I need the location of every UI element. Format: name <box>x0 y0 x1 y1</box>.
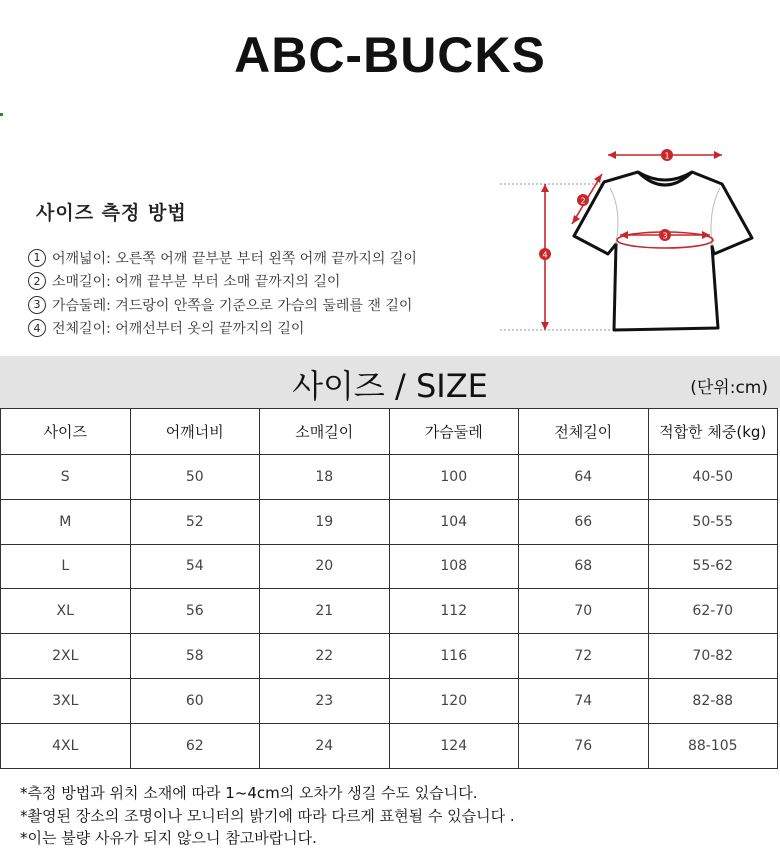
marker-2: 2 <box>580 196 586 206</box>
cell-shoulder: 52 <box>130 499 260 544</box>
cell-chest: 100 <box>389 455 519 500</box>
cell-weight: 50-55 <box>648 499 778 544</box>
cell-length: 70 <box>519 589 649 634</box>
table-row <box>1 544 778 589</box>
unit-label: (단위:cm) <box>690 378 768 398</box>
step-text: 어깨넓이: 오른쪽 어깨 끝부분 부터 왼쪽 어깨 끝까지의 길이 <box>52 250 417 267</box>
cell-sleeve: 22 <box>260 634 390 679</box>
column-header-chest: 가슴둘레 <box>389 409 519 455</box>
cell-weight: 62-70 <box>648 589 778 634</box>
cell-weight: 40-50 <box>648 455 778 500</box>
marker-3: 3 <box>662 231 668 241</box>
cell-weight: 55-62 <box>648 544 778 589</box>
cell-sleeve: 18 <box>260 455 390 500</box>
brand-title: ABC-BUCKS <box>234 27 546 83</box>
cell-shoulder: 54 <box>130 544 260 589</box>
measure-steps <box>28 246 417 340</box>
column-header-shoulder: 어깨너비 <box>130 409 260 455</box>
size-table <box>0 408 778 769</box>
step-number: 3 <box>28 296 46 314</box>
table-row <box>1 723 778 768</box>
cell-chest: 116 <box>389 634 519 679</box>
step-number: 1 <box>28 249 46 267</box>
cell-sleeve: 24 <box>260 723 390 768</box>
step-number: 2 <box>28 272 46 290</box>
cell-size: XL <box>1 589 131 634</box>
note-lighting: *촬영된 장소의 조명이나 모니터의 밝기에 따라 다르게 표현될 수 있습니다 . <box>20 806 515 825</box>
notes <box>20 782 515 850</box>
table-row <box>1 499 778 544</box>
tshirt-outline <box>574 172 752 330</box>
corner-mark <box>0 113 3 116</box>
cell-size: S <box>1 455 131 500</box>
measure-step-shoulder <box>28 246 417 270</box>
cell-chest: 104 <box>389 499 519 544</box>
cell-weight: 82-88 <box>648 678 778 723</box>
cell-length: 68 <box>519 544 649 589</box>
cell-shoulder: 58 <box>130 634 260 679</box>
cell-length: 66 <box>519 499 649 544</box>
measure-step-length <box>28 317 417 341</box>
note-disclaimer: *이는 불량 사유가 되지 않으니 참고바랍니다. <box>20 829 317 847</box>
cell-length: 72 <box>519 634 649 679</box>
cell-size: L <box>1 544 131 589</box>
step-text: 가슴둘레: 겨드랑이 안쪽을 기준으로 가슴의 둘레를 잰 길이 <box>52 297 413 314</box>
cell-shoulder: 50 <box>130 455 260 500</box>
cell-length: 64 <box>519 455 649 500</box>
column-header-size: 사이즈 <box>1 409 131 455</box>
cell-chest: 112 <box>389 589 519 634</box>
column-header-sleeve: 소매길이 <box>260 409 390 455</box>
cell-shoulder: 62 <box>130 723 260 768</box>
tshirt-diagram <box>490 140 770 340</box>
cell-length: 76 <box>519 723 649 768</box>
cell-weight: 88-105 <box>648 723 778 768</box>
measure-step-chest <box>28 293 417 317</box>
cell-shoulder: 56 <box>130 589 260 634</box>
marker-1: 1 <box>664 151 670 161</box>
cell-size: 3XL <box>1 678 131 723</box>
column-header-length: 전체길이 <box>519 409 649 455</box>
cell-chest: 124 <box>389 723 519 768</box>
cell-size: 2XL <box>1 634 131 679</box>
cell-sleeve: 20 <box>260 544 390 589</box>
step-text: 소매길이: 어깨 끝부분 부터 소매 끝까지의 길이 <box>52 274 341 291</box>
cell-chest: 120 <box>389 678 519 723</box>
step-text: 전체길이: 어깨선부터 옷의 끝까지의 길이 <box>52 321 305 338</box>
size-banner-title: 사이즈 / SIZE <box>292 367 488 405</box>
measure-step-sleeve <box>28 270 417 294</box>
step-number: 4 <box>28 319 46 337</box>
cell-weight: 70-82 <box>648 634 778 679</box>
note-tolerance: *측정 방법과 위치 소재에 따라 1~4cm의 오차가 생길 수도 있습니다. <box>20 784 478 802</box>
marker-4: 4 <box>542 250 548 260</box>
column-header-weight: 적합한 체중(kg) <box>648 409 778 455</box>
measure-title: 사이즈 측정 방법 <box>36 202 187 224</box>
cell-sleeve: 23 <box>260 678 390 723</box>
cell-size: 4XL <box>1 723 131 768</box>
table-row <box>1 634 778 679</box>
table-row <box>1 455 778 500</box>
cell-sleeve: 19 <box>260 499 390 544</box>
table-row <box>1 678 778 723</box>
cell-size: M <box>1 499 131 544</box>
size-banner <box>0 356 780 408</box>
cell-shoulder: 60 <box>130 678 260 723</box>
cell-length: 74 <box>519 678 649 723</box>
table-header-row <box>1 409 778 455</box>
cell-sleeve: 21 <box>260 589 390 634</box>
table-row <box>1 589 778 634</box>
cell-chest: 108 <box>389 544 519 589</box>
